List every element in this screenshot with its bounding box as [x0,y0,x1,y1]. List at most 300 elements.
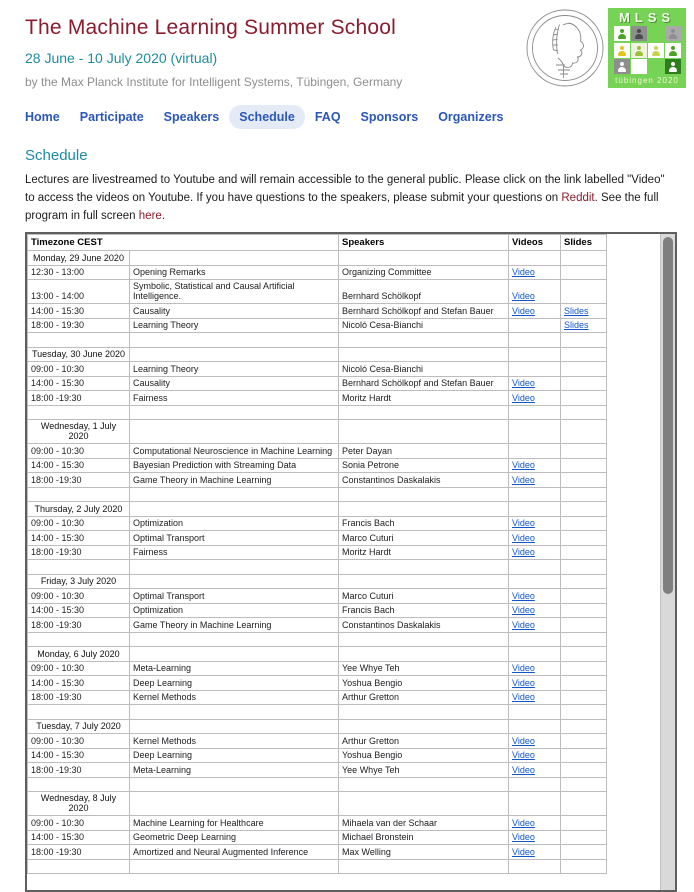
empty-cell [561,647,607,662]
table-row [28,376,607,391]
empty-cell [561,251,607,266]
video-cell [509,618,561,633]
speaker-cell: Bernhard Schölkopf and Stefan Bauer [339,376,509,391]
video-cell [509,830,561,845]
header-text [25,14,402,89]
video-cell [509,676,561,691]
day-row [28,792,607,816]
empty-cell [130,251,339,266]
empty-cell [509,792,561,816]
table-row [28,618,607,633]
table-row [28,830,607,845]
video-link[interactable]: Video [512,846,535,857]
speaker-cell: Yee Whye Teh [339,661,509,676]
empty-cell [509,719,561,734]
empty-cell [561,719,607,734]
slides-cell [561,362,607,377]
person-tile-icon [631,26,647,41]
event-dates: 28 June - 10 July 2020 (virtual) [25,50,218,66]
empty-cell [339,560,509,575]
reddit-link[interactable]: Reddit [561,191,595,204]
spacer-row [28,560,607,575]
empty-cell [509,560,561,575]
col-header-slides: Slides [561,235,607,251]
topic-cell: Geometric Deep Learning [130,830,339,845]
empty-cell [509,405,561,420]
topic-cell: Meta-Learning [130,661,339,676]
table-row [28,304,607,319]
day-date-cell: Thursday, 2 July 2020 [28,502,130,517]
intro-segment: . See the full program in full screen [25,191,659,222]
topic-cell: Game Theory in Machine Learning [130,473,339,488]
video-cell [509,458,561,473]
empty-cell [561,777,607,792]
empty-cell [509,647,561,662]
intro-segment: Lectures are livestreamed to Youtube and will remain accessible to the general public. Please click on the link labelled "Video" to access the videos on Youtube. If you have questions to the speakers, please submit your questions on [25,174,665,204]
table-row [28,816,607,831]
nav-item-schedule[interactable]: Schedule [229,105,305,129]
main-nav [15,105,694,129]
table-row [28,690,607,705]
day-row [28,251,607,266]
speaker-cell: Arthur Gretton [339,690,509,705]
site-header [25,10,694,89]
empty-cell [561,502,607,517]
empty-cell [339,333,509,348]
empty-cell [509,502,561,517]
slides-cell [561,280,607,304]
time-cell: 14:00 - 15:30 [28,458,130,473]
empty-cell [339,251,509,266]
table-row [28,473,607,488]
empty-cell [561,705,607,720]
video-cell [509,748,561,763]
slides-cell [561,763,607,778]
table-row [28,661,607,676]
slides-cell [561,734,607,749]
slides-cell [561,661,607,676]
topic-cell: Causality [130,376,339,391]
empty-cell [130,560,339,575]
slides-cell [561,391,607,406]
time-cell: 09:00 - 10:30 [28,444,130,459]
empty-cell [339,405,509,420]
slides-cell [561,748,607,763]
video-cell [509,816,561,831]
empty-cell [561,405,607,420]
speaker-cell: Marco Cuturi [339,589,509,604]
slides-cell [561,830,607,845]
video-cell [509,376,561,391]
table-row [28,763,607,778]
empty-cell [28,632,130,647]
video-cell [509,280,561,304]
video-link[interactable]: Video [512,832,535,843]
col-header-timezone: Timezone CEST [28,235,339,251]
video-link[interactable]: Video [512,305,535,316]
table-row [28,265,607,280]
col-header-videos: Videos [509,235,561,251]
empty-cell [509,705,561,720]
institute-line: by the Max Planck Institute for Intelligent Systems, Tübingen, Germany [25,75,403,89]
topic-cell: Opening Remarks [130,265,339,280]
empty-tile [648,59,664,74]
empty-cell [339,719,509,734]
video-cell [509,516,561,531]
time-cell: 09:00 - 10:30 [28,734,130,749]
empty-cell [130,347,339,362]
empty-cell [509,632,561,647]
speaker-cell: Moritz Hardt [339,391,509,406]
video-cell [509,589,561,604]
person-icon [618,51,626,56]
empty-cell [28,560,130,575]
page-title: The Machine Learning Summer School [25,16,396,39]
mlss-logo-tiles [612,25,682,76]
speaker-cell: Yee Whye Teh [339,763,509,778]
empty-cell [339,705,509,720]
time-cell: 18:00 -19:30 [28,545,130,560]
empty-cell [130,777,339,792]
empty-cell [509,347,561,362]
day-row [28,502,607,517]
time-cell: 18:00 -19:30 [28,618,130,633]
person-icon [652,51,660,56]
empty-cell [561,574,607,589]
table-row [28,362,607,377]
nav-item-faq[interactable]: FAQ [314,110,341,124]
video-cell [509,845,561,860]
day-date-cell: Tuesday, 30 June 2020 [28,347,130,362]
time-cell: 18:00 -19:30 [28,391,130,406]
empty-cell [130,859,339,874]
table-row [28,845,607,860]
spacer-row [28,333,607,348]
topic-cell: Fairness [130,545,339,560]
video-link[interactable]: Video [512,619,535,630]
person-icon [618,34,626,39]
video-link[interactable]: Video [512,532,535,543]
day-date-cell: Wednesday, 1 July 2020 [28,420,130,444]
video-link[interactable]: Video [512,764,535,775]
speaker-cell: Max Welling [339,845,509,860]
empty-cell [339,632,509,647]
slides-cell [561,618,607,633]
empty-cell [339,777,509,792]
schedule-table [27,234,607,874]
nav-item-speakers[interactable]: Speakers [163,110,220,124]
table-row [28,748,607,763]
speaker-cell: Francis Bach [339,603,509,618]
time-cell: 18:00 -19:30 [28,473,130,488]
empty-cell [28,859,130,874]
topic-cell: Meta-Learning [130,763,339,778]
person-icon [618,67,626,72]
empty-cell [130,792,339,816]
empty-cell [561,347,607,362]
topic-cell: Optimization [130,603,339,618]
topic-cell: Symbolic, Statistical and Causal Artificial Intelligence. [130,280,339,304]
table-row [28,280,607,304]
person-icon [669,51,677,56]
speaker-cell: Bernhard Schölkopf and Stefan Bauer [339,304,509,319]
day-date-cell: Wednesday, 8 July 2020 [28,792,130,816]
video-link[interactable]: Video [512,677,535,688]
video-cell [509,391,561,406]
video-link[interactable]: Video [512,267,535,278]
person-icon [635,51,643,56]
table-row [28,458,607,473]
slides-cell [561,516,607,531]
video-cell [509,690,561,705]
empty-cell [339,574,509,589]
logos [525,8,686,88]
topic-cell: Learning Theory [130,362,339,377]
video-cell [509,318,561,333]
spacer-row [28,632,607,647]
speaker-cell: Constantinos Daskalakis [339,473,509,488]
table-scrollbar[interactable] [660,234,675,890]
day-date-cell: Friday, 3 July 2020 [28,574,130,589]
speaker-cell: Francis Bach [339,516,509,531]
empty-cell [561,420,607,444]
video-link[interactable]: Video [512,605,535,616]
time-cell: 14:00 - 15:30 [28,603,130,618]
time-cell: 09:00 - 10:30 [28,362,130,377]
video-cell [509,763,561,778]
video-cell [509,531,561,546]
speaker-cell: Organizing Committee [339,265,509,280]
empty-cell [339,487,509,502]
topic-cell: Amortized and Neural Augmented Inference [130,845,339,860]
time-cell: 14:00 - 15:30 [28,676,130,691]
topic-cell: Game Theory in Machine Learning [130,618,339,633]
empty-cell [130,719,339,734]
nav-item-home[interactable]: Home [25,110,60,124]
day-date-cell: Monday, 6 July 2020 [28,647,130,662]
spacer-row [28,405,607,420]
time-cell: 18:00 -19:30 [28,763,130,778]
table-row [28,531,607,546]
speaker-cell: Michael Bronstein [339,830,509,845]
slides-cell [561,376,607,391]
time-cell: 09:00 - 10:30 [28,589,130,604]
here-link[interactable]: here [138,209,162,222]
speaker-cell: Yoshua Bengio [339,748,509,763]
slides-cell [561,304,607,319]
topic-cell: Learning Theory [130,318,339,333]
day-row [28,347,607,362]
slides-cell [561,444,607,459]
slides-link[interactable]: Slides [564,320,589,331]
time-cell: 09:00 - 10:30 [28,816,130,831]
nav-item-participate[interactable]: Participate [79,110,144,124]
person-icon [669,34,677,39]
speaker-cell: Moritz Hardt [339,545,509,560]
table-row [28,603,607,618]
time-cell: 09:00 - 10:30 [28,516,130,531]
speaker-cell: Nicoló Cesa-Bianchi [339,362,509,377]
table-header-row [28,235,607,251]
day-row [28,647,607,662]
intro-segment: . [161,209,166,222]
topic-cell: Deep Learning [130,676,339,691]
mlss-logo [608,8,686,88]
empty-cell [339,502,509,517]
time-cell: 18:00 -19:30 [28,845,130,860]
empty-cell [509,777,561,792]
day-row [28,719,607,734]
speaker-cell: Peter Dayan [339,444,509,459]
table-row [28,516,607,531]
video-link[interactable]: Video [512,392,535,403]
empty-cell [509,251,561,266]
video-cell [509,545,561,560]
slides-cell [561,845,607,860]
topic-cell: Kernel Methods [130,690,339,705]
topic-cell: Computational Neuroscience in Machine Learning [130,444,339,459]
empty-cell [28,705,130,720]
empty-cell [130,647,339,662]
topic-cell: Optimal Transport [130,531,339,546]
video-link[interactable]: Video [512,817,535,828]
intro-text [25,172,673,225]
time-cell: 12:30 - 13:00 [28,265,130,280]
empty-cell [130,705,339,720]
time-cell: 09:00 - 10:30 [28,661,130,676]
slides-link[interactable]: Slides [564,305,589,316]
video-link[interactable]: Video [512,590,535,601]
empty-cell [339,347,509,362]
empty-cell [339,420,509,444]
empty-cell [561,487,607,502]
person-tile-icon [648,43,664,58]
empty-cell [509,333,561,348]
video-link[interactable]: Video [512,692,535,703]
person-tile-icon [614,26,630,41]
day-row [28,420,607,444]
empty-cell [130,405,339,420]
schedule-heading: Schedule [25,147,88,164]
empty-cell [28,487,130,502]
spacer-row [28,487,607,502]
empty-cell [561,859,607,874]
table-row [28,734,607,749]
video-link[interactable]: Video [512,474,535,485]
topic-cell: Bayesian Prediction with Streaming Data [130,458,339,473]
table-row [28,444,607,459]
slides-cell [561,545,607,560]
time-cell: 14:00 - 15:30 [28,748,130,763]
spacer-row [28,777,607,792]
empty-cell [509,420,561,444]
empty-cell [339,859,509,874]
video-link[interactable]: Video [512,750,535,761]
video-link[interactable]: Video [512,460,535,471]
slides-cell [561,318,607,333]
video-link[interactable]: Video [512,291,535,302]
video-cell [509,661,561,676]
empty-cell [561,792,607,816]
table-row [28,589,607,604]
slides-cell [561,458,607,473]
person-tile-icon [614,59,630,74]
person-tile-icon [631,43,647,58]
video-cell [509,304,561,319]
video-link[interactable]: Video [512,663,535,674]
person-tile-icon [665,43,681,58]
topic-cell: Kernel Methods [130,734,339,749]
video-link[interactable]: Video [512,518,535,529]
empty-cell [509,574,561,589]
mlss-logo-letters: MLSS [618,10,676,25]
empty-cell [561,632,607,647]
empty-cell [28,405,130,420]
slides-cell [561,473,607,488]
time-cell: 14:00 - 15:30 [28,531,130,546]
speaker-cell: Bernhard Schölkopf [339,280,509,304]
nav-item-sponsors[interactable]: Sponsors [360,110,419,124]
slides-cell [561,531,607,546]
video-link[interactable]: Video [512,547,535,558]
speaker-cell: Mihaela van der Schaar [339,816,509,831]
empty-cell [561,560,607,575]
mlss-logo-caption: tübingen 2020 [615,76,679,85]
empty-cell [130,420,339,444]
video-cell [509,734,561,749]
empty-cell [509,859,561,874]
nav-item-organizers[interactable]: Organizers [438,110,504,124]
empty-tile [648,26,664,41]
person-tile-icon [631,59,647,74]
video-cell [509,444,561,459]
slides-cell [561,690,607,705]
empty-cell [339,792,509,816]
empty-cell [561,333,607,348]
video-cell [509,473,561,488]
video-cell [509,265,561,280]
empty-cell [130,487,339,502]
empty-cell [130,632,339,647]
video-link[interactable]: Video [512,378,535,389]
person-tile-icon [665,26,681,41]
empty-cell [339,647,509,662]
max-planck-logo [525,8,605,88]
topic-cell: Deep Learning [130,748,339,763]
day-date-cell: Monday, 29 June 2020 [28,251,130,266]
topic-cell: Fairness [130,391,339,406]
speaker-cell: Arthur Gretton [339,734,509,749]
spacer-row [28,705,607,720]
topic-cell: Causality [130,304,339,319]
scrollbar-thumb[interactable] [663,237,673,594]
video-cell [509,603,561,618]
spacer-row [28,859,607,874]
topic-cell: Optimization [130,516,339,531]
day-date-cell: Tuesday, 7 July 2020 [28,719,130,734]
video-link[interactable]: Video [512,735,535,746]
time-cell: 18:00 - 19:30 [28,318,130,333]
speaker-cell: Yoshua Bengio [339,676,509,691]
day-row [28,574,607,589]
empty-cell [28,333,130,348]
person-tile-icon [665,59,681,74]
speaker-cell: Nicoló Cesa-Bianchi [339,318,509,333]
empty-cell [28,777,130,792]
time-cell: 14:00 - 15:30 [28,830,130,845]
empty-cell [509,487,561,502]
empty-cell [130,333,339,348]
